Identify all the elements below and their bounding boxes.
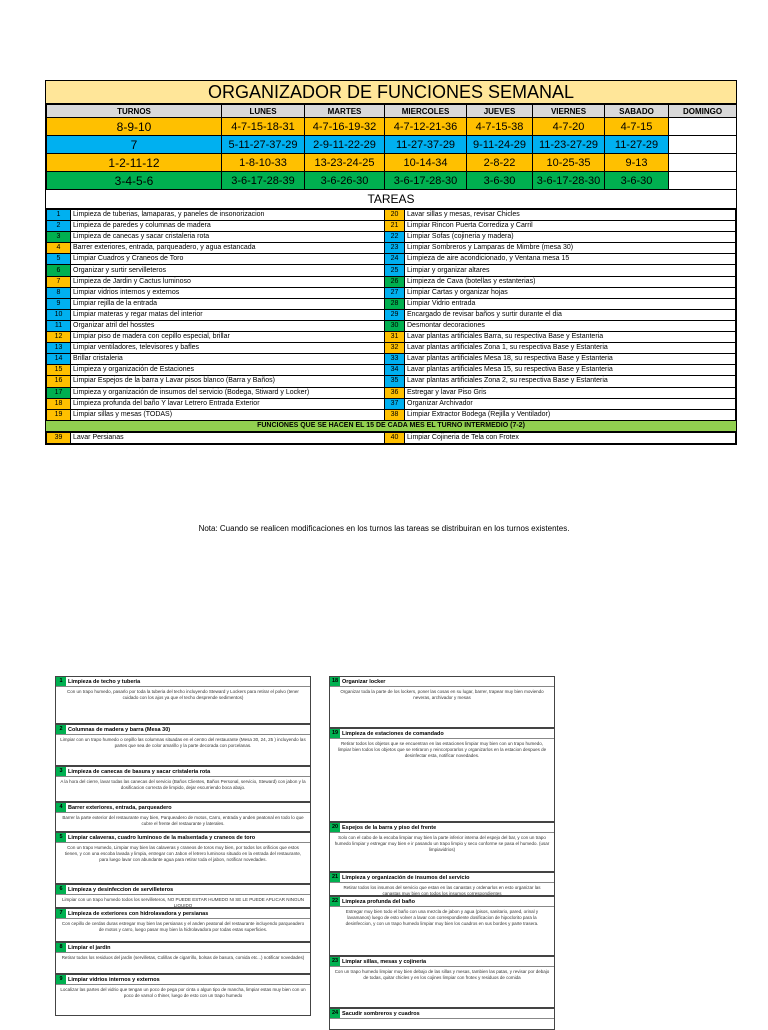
- task-text: Limpieza de aire acondicionado, y Ventana mesa 15: [405, 254, 736, 265]
- task-card-number: 2: [56, 725, 66, 734]
- task-number: 9: [47, 298, 71, 309]
- task-text: Limpieza y organización de Estaciones: [71, 365, 385, 376]
- task-text: Limpieza de paredes y columnas de madera: [71, 221, 385, 232]
- task-number: 18: [47, 398, 71, 409]
- task-text: Desmontar decoraciones: [405, 320, 736, 331]
- table-row: [47, 365, 736, 376]
- task-card-number: 24: [331, 1010, 339, 1016]
- task-card-title: Limpieza y desinfeccion de servilleteros: [68, 886, 174, 893]
- shift-name: 8-9-10: [47, 118, 222, 136]
- task-number: 8: [47, 287, 71, 298]
- task-card-title: Limpiar vidrios internos y externos: [68, 976, 160, 983]
- shift-row: [47, 118, 737, 136]
- task-card: [55, 802, 311, 832]
- task-number: 16: [47, 376, 71, 387]
- task-number: 28: [385, 298, 405, 309]
- task-card-header: [56, 885, 310, 895]
- task-number: 40: [385, 432, 405, 443]
- shift-name: 7: [47, 136, 222, 154]
- shift-cell: 4-7-16-19-32: [305, 118, 385, 136]
- task-card: [55, 942, 311, 974]
- shift-cell: 9-11-24-29: [467, 136, 533, 154]
- task-number: 34: [385, 365, 405, 376]
- task-number: 22: [385, 232, 405, 243]
- table-row: [47, 276, 736, 287]
- task-number: 13: [47, 343, 71, 354]
- task-text: Limpiar Cojineria de Tela con Frotex: [405, 432, 736, 443]
- shift-cell: [669, 154, 737, 172]
- task-card-title: Limpieza de techo y tuberia: [68, 678, 141, 685]
- task-card-body: Con un trapo humedo, pasarlo por toda la tuberia del techo incluyendo Steward y Lockers para retirar el polvo (tener cuidado con los ajos ya que el techo desprende sedimentos): [67, 689, 299, 700]
- header-cell: DOMINGO: [669, 105, 737, 118]
- task-card-header: [330, 823, 554, 833]
- task-text: Organizar y surtir servilleteros: [71, 265, 385, 276]
- task-card: [55, 766, 311, 802]
- task-text: Limpieza y organización de insumos del servicio (Bodega, Stiward y Locker): [71, 387, 385, 398]
- task-card: [55, 908, 311, 942]
- shift-cell: 3-6-26-30: [305, 172, 385, 190]
- task-card-body: Retirar todos los insumos del servicio que estan en las canastas y ordenarlos en esto organizar las canastas muy bien con todos los insumos correspondientes: [343, 885, 541, 896]
- task-card-body: Estregar muy bien todo el baño con una mezcla de jabon y agua (pisos, sanitario, pared, orinal y lavamanos) luego de esto volver a lavar con correspondiente dosificacion de hipoclorito para la desinfeccion, y con un trapo humedo limpiar muy bien los cuadros en sus bordes y parte trasera.: [345, 909, 539, 926]
- task-card-body: Solo con el cabo de la escoba limpiar muy bien la parte inferior interna del espejo del bar, y con un trapo humedo limpiar y estregar muy bien e ir pasando un trapo limpio y seco conforme se pasa el humedo. (usar limpiavidrios): [334, 835, 550, 852]
- task-card-title: Limpieza de estaciones de comandado: [342, 730, 444, 737]
- shift-rows: [47, 118, 737, 190]
- task-number: 15: [47, 365, 71, 376]
- task-text: Limpiar Sombreros y Lamparas de Mimbre (mesa 30): [405, 243, 736, 254]
- shift-name: 3-4-5-6: [47, 172, 222, 190]
- task-text: Limpieza de Jardin y Cactus luminoso: [71, 276, 385, 287]
- task-text: Limpieza de Cava (botellas y estanterias): [405, 276, 736, 287]
- shift-row: [47, 136, 737, 154]
- table-row: [47, 309, 736, 320]
- task-card-header: [330, 729, 554, 739]
- table-row: [47, 354, 736, 365]
- shift-cell: 4-7-15: [605, 118, 669, 136]
- task-card-title: Limpieza profunda del baño: [342, 898, 416, 905]
- shift-cell: 3-6-30: [605, 172, 669, 190]
- task-card-body: A la hora del cierre, lavar todas las canecas del servicio (Baños Clientes, Baños Personal, servicio, Steward) con jabon y la dosificacion correcta de limpido, dejar escurriendo boca abajo.: [60, 779, 306, 790]
- task-card-header: [330, 1009, 554, 1019]
- task-text: Limpiar vidrios internos y externos: [71, 287, 385, 298]
- header-cell: MARTES: [305, 105, 385, 118]
- task-text: Barrer exteriores, entrada, parqueadero, y agua estancada: [71, 243, 385, 254]
- task-card-number: 7: [56, 909, 66, 918]
- task-card-header: [56, 803, 310, 813]
- task-card-body: Localizar las partes del vidrio que tengan un poco de pega por cinta o algun tipo de mancha, limpiar estas muy bien con un poco de varsol o thiner, luego de esto con un trapo humedo: [60, 987, 306, 998]
- table-row: [47, 243, 736, 254]
- table-row: [47, 432, 736, 443]
- task-card: [55, 974, 311, 1016]
- task-number: 12: [47, 332, 71, 343]
- task-text: Lavar sillas y mesas, revisar Chicles: [405, 210, 736, 221]
- shift-cell: 1-8-10-33: [222, 154, 305, 172]
- task-text: Lavar plantas artificiales Mesa 15, su respectiva Base y Estanteria: [405, 365, 736, 376]
- task-number: 25: [385, 265, 405, 276]
- task-card-number: 19: [331, 730, 339, 736]
- task-text: Brillar cristaleria: [71, 354, 385, 365]
- table-row: [47, 343, 736, 354]
- task-card-number: 1: [56, 677, 66, 686]
- header-cell: VIERNES: [533, 105, 605, 118]
- task-card: [329, 822, 555, 872]
- header-cell: JUEVES: [467, 105, 533, 118]
- task-card-body: [330, 1019, 554, 1023]
- task-card-body: Limpiar con un trapo humedo o cepillo las columnas situadas en el centro del restaurante (Mesa 30, 24, 25 ) incluyendo las partes que sea de color amarillo y la parte decorada con porcelanas.: [60, 737, 306, 748]
- task-card-title: Sacudir sombreros y cuadros: [342, 1010, 420, 1017]
- table-row: [47, 287, 736, 298]
- table-row: [47, 265, 736, 276]
- shift-cell: 3-6-17-28-30: [533, 172, 605, 190]
- task-number: 7: [47, 276, 71, 287]
- shift-cell: 3-6-30: [467, 172, 533, 190]
- task-text: Lavar Persianas: [71, 432, 385, 443]
- task-card-number: 5: [56, 833, 66, 842]
- task-text: Encargado de revisar baños y surtir durante el dia: [405, 309, 736, 320]
- task-text: Limpiar Sofas (cojineria y madera): [405, 232, 736, 243]
- task-card-header: [56, 943, 310, 953]
- task-card-number: 6: [56, 885, 66, 894]
- task-card-title: Espejos de la barra y piso del frente: [342, 824, 437, 831]
- table-row: [47, 298, 736, 309]
- task-text: Limpieza de tuberias, lamaparas, y paneles de insonorizacion: [71, 210, 385, 221]
- task-number: 20: [385, 210, 405, 221]
- shift-cell: 3-6-17-28-39: [222, 172, 305, 190]
- task-card-number: 18: [331, 678, 339, 684]
- task-card: [329, 956, 555, 1008]
- task-text: Lavar plantas artificiales Mesa 18, su respectiva Base y Estanteria: [405, 354, 736, 365]
- task-card: [329, 872, 555, 896]
- task-number: 1: [47, 210, 71, 221]
- task-card: [55, 724, 311, 766]
- task-text: Limpiar Rincon Puerta Corrediza y Carril: [405, 221, 736, 232]
- task-number: 36: [385, 387, 405, 398]
- task-card-header: [56, 725, 310, 735]
- task-number: 23: [385, 243, 405, 254]
- task-card-number: 21: [331, 874, 339, 880]
- shift-cell: 3-6-17-28-30: [385, 172, 467, 190]
- task-text: Organizar Archivador: [405, 398, 736, 409]
- task-card-header: [330, 897, 554, 907]
- tasks-table: [46, 209, 736, 421]
- table-row: [47, 320, 736, 331]
- shift-cell: 13-23-24-25: [305, 154, 385, 172]
- task-card-title: Barrer exteriores, entrada, parqueadero: [68, 804, 172, 811]
- task-card-number: 22: [331, 898, 339, 904]
- task-text: Limpiar sillas y mesas (TODAS): [71, 409, 385, 420]
- task-text: Lavar plantas artificiales Zona 2, su respectiva Base y Estanteria: [405, 376, 736, 387]
- header-cell: MIERCOLES: [385, 105, 467, 118]
- task-card-body: Organizar toda la parte de los lockers, poner las cosas en su lugar, barrer, trapear muy bien moviendo neveras, archivador y mesas: [340, 689, 544, 700]
- task-text: Limpiar rejilla de la entrada: [71, 298, 385, 309]
- shift-cell: 2-8-22: [467, 154, 533, 172]
- task-card-title: Limpieza de canecas de basura y sacar cristaleria rota: [68, 768, 211, 775]
- table-row: [47, 398, 736, 409]
- table-row: [47, 332, 736, 343]
- table-row: [47, 210, 736, 221]
- table-row: [47, 409, 736, 420]
- task-card-number: 23: [331, 958, 339, 964]
- shift-cell: 4-7-20: [533, 118, 605, 136]
- task-rows: [47, 210, 736, 421]
- shift-cell: 9-13: [605, 154, 669, 172]
- task-number: 19: [47, 409, 71, 420]
- monthly-tasks-table: [46, 432, 736, 444]
- task-card-title: Limpiar calaveras, cuadro luminoso de la malsentada y craneos de toro: [68, 834, 256, 841]
- task-card-header: [56, 767, 310, 777]
- task-card-number: 20: [331, 824, 339, 830]
- shift-cell: 5-11-27-37-29: [222, 136, 305, 154]
- task-card-number: 3: [56, 767, 66, 776]
- task-card-header: [330, 677, 554, 687]
- monthly-banner: FUNCIONES QUE SE HACEN EL 15 DE CADA MES EL TURNO INTERMEDIO (7-2): [46, 421, 736, 432]
- sheet-title: ORGANIZADOR DE FUNCIONES SEMANAL: [46, 81, 736, 104]
- header-cell: TURNOS: [47, 105, 222, 118]
- task-text: Limpieza de canecas y sacar cristaleria rota: [71, 232, 385, 243]
- task-card-body: Barrer la parte exterior del restaurante muy bien, Parqueadero de motos, Carro, entrada y anden peatonal en todo lo que cubre el frente del restaurante y laterales.: [62, 815, 304, 826]
- shift-cell: [669, 136, 737, 154]
- task-number: 38: [385, 409, 405, 420]
- shift-row: [47, 154, 737, 172]
- task-number: 10: [47, 309, 71, 320]
- header-cell: SABADO: [605, 105, 669, 118]
- shift-cell: [669, 172, 737, 190]
- task-card-title: Limpieza de exteriores con hidrolavadora y persianas: [68, 910, 209, 917]
- weekly-organizer-sheet: [45, 80, 737, 445]
- shift-row: [47, 172, 737, 190]
- task-text: Limpiar Espejos de la barra y Lavar pisos blanco (Barra y Baños): [71, 376, 385, 387]
- task-card-number: 4: [56, 803, 66, 812]
- task-card-body: Con un trapo humedo limpiar muy bien debajo de las sillas y mesas, tambien las patas, y revisar por debajo de todas, quitar chicles y en los cojines limpiar con frotex y residuos de comida: [334, 969, 550, 980]
- task-card-title: Limpiar sillas, mesas y cojineria: [342, 958, 427, 965]
- task-card: [329, 728, 555, 822]
- task-number: 5: [47, 254, 71, 265]
- task-card-title: Limpieza y organización de insumos del servicio: [342, 874, 470, 881]
- task-number: 37: [385, 398, 405, 409]
- task-text: Limpiar Cuadros y Craneos de Toro: [71, 254, 385, 265]
- shift-cell: 4-7-15-38: [467, 118, 533, 136]
- task-card-body: Limpiar con un trapo humedo todos los servilleteros, NO PUEDE ESTAR HUMEDO NI SE LE PUEDE APLICAR NINGUN LIQUIDO: [62, 897, 304, 908]
- task-number: 3: [47, 232, 71, 243]
- tasks-title: TAREAS: [46, 190, 736, 209]
- task-number: 33: [385, 354, 405, 365]
- task-card-body: Retirar todos los residuos del jardin (servilletas, Colillas de cigarrillo, bolsas de basura, comida etc...) notificar novedades): [61, 955, 305, 960]
- task-card: [55, 676, 311, 724]
- task-text: Estregar y lavar Piso Gris: [405, 387, 736, 398]
- task-number: 30: [385, 320, 405, 331]
- task-number: 27: [385, 287, 405, 298]
- shift-name: 1-2-11-12: [47, 154, 222, 172]
- task-card: [55, 884, 311, 908]
- task-number: 11: [47, 320, 71, 331]
- task-number: 31: [385, 332, 405, 343]
- task-card-body: Retirar todos los objetos que se encuentran en las estaciones limpiar muy bien con un trapo humedo, limpiar bien todos los objetos que se retiraron y reincorporarlos y organizarlos en la estacion despues de desinfectar esta, notificar novedades.: [337, 741, 547, 758]
- shift-table-header: [47, 105, 737, 118]
- table-row: [47, 232, 736, 243]
- header-cell: LUNES: [222, 105, 305, 118]
- shift-cell: 11-27-37-29: [385, 136, 467, 154]
- task-number: 29: [385, 309, 405, 320]
- task-card: [329, 1008, 555, 1030]
- task-card-body: Con un trapo Humedo, Limpiar muy bien las calaveras y craneos de toros muy bien, por todos los orificios que estos tienen, y con una escoba lavada y limpia, entregar con Jabon el letrero luminoso situado en la entrada del restaurante, para luego lavar con abundante agua para retirar toda el jabon, notificar novedades.: [64, 845, 302, 862]
- shift-cell: [669, 118, 737, 136]
- task-text: Limpiar y organizar altares: [405, 265, 736, 276]
- shift-cell: 4-7-15-18-31: [222, 118, 305, 136]
- shift-cell: 10-14-34: [385, 154, 467, 172]
- task-text: Limpieza profunda del baño Y lavar Letrero Entrada Exterior: [71, 398, 385, 409]
- table-row: [47, 254, 736, 265]
- task-card: [329, 676, 555, 728]
- shift-cell: 4-7-12-21-36: [385, 118, 467, 136]
- shift-cell: 11-27-29: [605, 136, 669, 154]
- task-text: Lavar plantas artificiales Zona 1, su respectiva Base y Estanteria: [405, 343, 736, 354]
- task-number: 14: [47, 354, 71, 365]
- task-number: 2: [47, 221, 71, 232]
- table-row: [47, 376, 736, 387]
- task-card-header: [56, 833, 310, 843]
- task-number: 39: [47, 432, 71, 443]
- task-number: 24: [385, 254, 405, 265]
- task-number: 32: [385, 343, 405, 354]
- footnote: Nota: Cuando se realicen modificaciones en los turnos las tareas se distribuiran en los turnos existentes.: [198, 524, 570, 533]
- task-text: Lavar plantas artificiales Barra, su respectiva Base y Estanteria: [405, 332, 736, 343]
- task-text: Limpiar Vidrio entrada: [405, 298, 736, 309]
- task-text: Limpiar Extractor Bodega (Rejilla y Ventilador): [405, 409, 736, 420]
- shift-cell: 10-25-35: [533, 154, 605, 172]
- task-card-title: Organizar locker: [342, 678, 386, 685]
- task-card-header: [330, 873, 554, 883]
- task-number: 17: [47, 387, 71, 398]
- task-card-header: [56, 909, 310, 919]
- task-card-header: [330, 957, 554, 967]
- shift-table: [46, 104, 737, 190]
- task-number: 35: [385, 376, 405, 387]
- task-number: 26: [385, 276, 405, 287]
- task-text: Limpiar materas y regar matas del interior: [71, 309, 385, 320]
- shift-cell: 2-9-11-22-29: [305, 136, 385, 154]
- task-text: Organizar atril del hosstes: [71, 320, 385, 331]
- table-row: [47, 221, 736, 232]
- task-number: 21: [385, 221, 405, 232]
- task-card-number: 9: [56, 975, 66, 984]
- task-text: Limpiar piso de madera con cepillo especial, brillar: [71, 332, 385, 343]
- task-text: Limpiar Cartas y organizar hojas: [405, 287, 736, 298]
- task-card: [329, 896, 555, 956]
- task-card-title: Columnas de madera y barra (Mesa 30): [68, 726, 171, 733]
- task-number: 6: [47, 265, 71, 276]
- task-card-title: Limpiar el jardin: [68, 944, 111, 951]
- shift-cell: 11-23-27-29: [533, 136, 605, 154]
- task-card-number: 8: [56, 943, 66, 952]
- task-card-header: [56, 677, 310, 687]
- task-card: [55, 832, 311, 884]
- task-card-body: Con cepillo de cerdas duras estregar muy bien las persianas y el anden peatonal del restaurante incluyendo parqueadero de motos y carro, luego pasar muy bien la hidrolavadora por todas estas superficies.: [61, 921, 305, 932]
- task-number: 4: [47, 243, 71, 254]
- task-card-header: [56, 975, 310, 985]
- table-row: [47, 387, 736, 398]
- task-text: Limpiar ventiladores, televisores y bafles: [71, 343, 385, 354]
